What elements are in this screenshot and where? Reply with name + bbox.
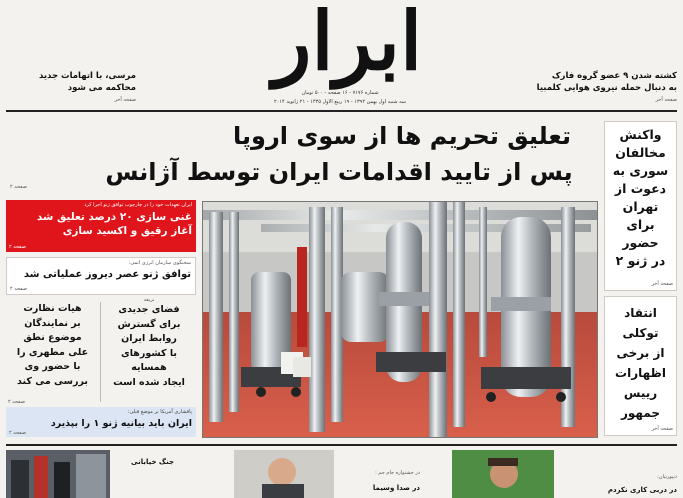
top-right-teaser-line2: به دنبال حمله نیروی هوایی کلمبیا bbox=[536, 83, 677, 93]
footballer-image bbox=[452, 450, 554, 498]
masthead bbox=[0, 0, 683, 110]
left-col-a-line: علی مطهری را bbox=[16, 346, 89, 358]
column-divider bbox=[100, 302, 101, 402]
left-col-b-text bbox=[102, 303, 196, 390]
left-col-b-line: ایجاد شده است bbox=[113, 376, 185, 388]
blue-item-kicker: پافشاری آمریکا بر موضع قبلی: bbox=[127, 409, 192, 415]
left-col-b-kicker: نریفه bbox=[143, 297, 155, 303]
left-col-b-line: فضای جدیدی bbox=[118, 304, 180, 315]
bottom-mid-kicker: در جشنواره جام جم : bbox=[375, 470, 420, 476]
right-col-1-line: در ژنو ۲ bbox=[615, 253, 666, 268]
bottom-right-kicker: دیپورتیان: bbox=[657, 474, 677, 480]
red-box bbox=[6, 200, 196, 252]
right-col-1-line: سوری به bbox=[612, 163, 669, 178]
left-col-a-line: با حضور وی bbox=[24, 361, 81, 372]
masthead-rule bbox=[6, 110, 677, 112]
blue-item-page: صفحه ۲ bbox=[9, 430, 26, 436]
top-right-teaser-page: صفحه آخر bbox=[655, 97, 677, 103]
right-col-1-line: حضور bbox=[622, 235, 659, 250]
right-col-1-line: مخالفان bbox=[615, 145, 666, 160]
blue-item bbox=[6, 407, 196, 437]
left-col-b-line: همسایه bbox=[131, 362, 167, 373]
left-col-a-text bbox=[6, 300, 99, 389]
headline-page: صفحه ۲ bbox=[10, 184, 27, 190]
bottom-right-title: در دربی کاری نکردم bbox=[607, 486, 677, 494]
left-col-b-line: با کشورهای bbox=[121, 347, 177, 359]
left-col-a-page: صفحه ۲ bbox=[8, 399, 25, 405]
red-box-line2: آغاز رقیق و اکسید سازی bbox=[62, 225, 192, 237]
right-col-2-text bbox=[605, 297, 676, 423]
top-right-teaser-line1: کشته شدن ۹ عضو گروه فارک bbox=[551, 71, 677, 81]
red-box-page: صفحه ۲ bbox=[9, 244, 26, 250]
right-col-2-line: توکلی bbox=[622, 326, 659, 340]
bottom-rule bbox=[6, 444, 677, 446]
headline-line1: تعلیق تحریم ها از سوی اروپا bbox=[233, 122, 571, 150]
street-clash-image bbox=[6, 450, 110, 498]
right-col-1-page: صفحه آخر bbox=[651, 281, 673, 287]
right-col-box-2 bbox=[604, 296, 677, 436]
left-col-b-line: برای گسترش bbox=[117, 318, 181, 330]
right-col-1-line: تهران برای bbox=[622, 199, 659, 232]
right-col-2-line: رییس جمهور bbox=[620, 386, 661, 420]
right-col-1-text bbox=[605, 122, 676, 270]
left-col-b-line: روابط ایران bbox=[121, 333, 177, 344]
bottom-mid-photo bbox=[234, 450, 334, 498]
right-col-1-line: دعوت از bbox=[614, 181, 667, 196]
left-col-a-line: هیات نظارت bbox=[23, 303, 82, 314]
left-col-a-line: بر نمایندگان bbox=[24, 317, 81, 329]
nuclear-facility-image bbox=[202, 202, 597, 438]
blue-item-title: ایران باید بیانیه ژنو ۱ را بپذیرد bbox=[50, 418, 192, 429]
geneva-item-kicker: سخنگوی سازمان انرژی اتمی: bbox=[128, 260, 191, 266]
left-col-a-line: موضوع نطق bbox=[23, 332, 82, 343]
right-col-1-line: واکنش bbox=[619, 127, 662, 142]
bottom-left-photo bbox=[6, 450, 110, 498]
top-left-teaser-line1: مرسی، با اتهامات جدید bbox=[38, 71, 136, 81]
right-col-2-line: اظهارات bbox=[615, 366, 666, 380]
masthead-issue-line2: سه شنبه اول بهمن ۱۳۹۲ - ۱۹ ربیع الاول ۱۴۳۵ - ۲۱ ژانویه ۲۰۱۴ bbox=[274, 99, 406, 105]
top-left-teaser-line2: محاکمه می شود bbox=[67, 83, 136, 93]
top-left-teaser-page: صفحه آخر bbox=[114, 97, 136, 103]
headline-line2: پس از تایید اقدامات ایران توسط آژانس bbox=[105, 158, 573, 186]
portrait-image bbox=[234, 450, 334, 498]
red-box-line1: غنی سازی ۲۰ درصد تعلیق شد bbox=[36, 211, 192, 223]
main-photo bbox=[202, 201, 598, 438]
right-col-2-page: صفحه آخر bbox=[651, 426, 673, 432]
geneva-item-page: صفحه ۲ bbox=[10, 286, 27, 292]
left-col-a-line: بررسی می کند bbox=[17, 375, 88, 387]
geneva-item-title: توافق ژنو عصر دیروز عملیاتی شد bbox=[23, 269, 191, 280]
right-col-2-line: انتقاد bbox=[624, 306, 657, 320]
geneva-item bbox=[6, 257, 196, 295]
bottom-right-photo bbox=[452, 450, 554, 498]
masthead-issue-line1: شماره ۷۱۷۶ - ۱۶ صفحه - ۵۰۰ تومان bbox=[301, 90, 379, 96]
left-col-b bbox=[102, 297, 196, 405]
bottom-mid-title: در صدا وسیما bbox=[372, 484, 420, 492]
masthead-logo: ابرار bbox=[272, 0, 423, 88]
left-col-a bbox=[6, 300, 99, 405]
red-box-kicker: ایران تعهدات خود را در چارچوب توافق ژنو اجرا کرد bbox=[84, 202, 192, 208]
bottom-left-caption: جنگ خیابانی bbox=[130, 458, 174, 466]
right-col-2-line: از برخی bbox=[616, 346, 665, 360]
right-col-box-1 bbox=[604, 121, 677, 291]
